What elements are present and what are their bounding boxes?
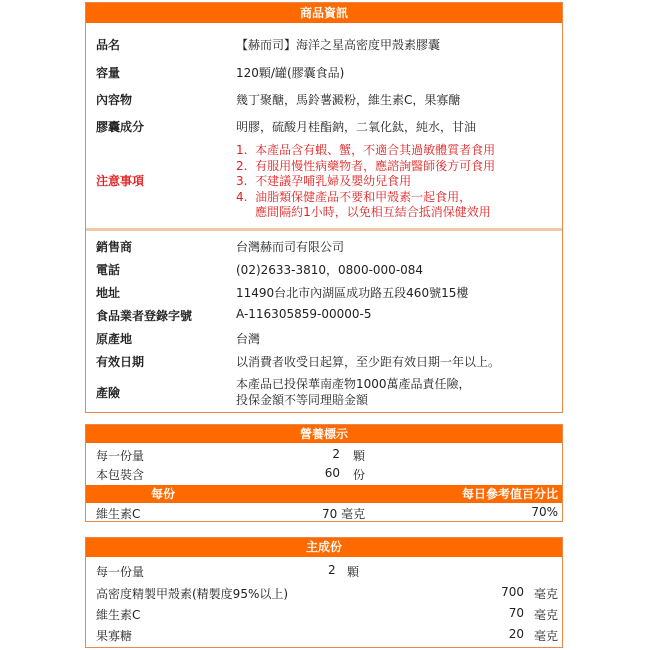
col-daily-value: 每日參考值百分比 [461, 487, 558, 501]
nutrition-column-header [86, 485, 562, 503]
info-label: 容量 [96, 66, 121, 80]
product-info-panel [85, 2, 563, 413]
ingredient-unit: 毫克 [533, 608, 558, 622]
servings-per-pack-label: 本包裝含 [96, 468, 145, 482]
nutrient-name: 維生素C [96, 507, 141, 521]
nutrition-panel [85, 424, 563, 522]
info-label: 品名 [96, 38, 121, 52]
warning-item: 4. 油脂類保健產品不要和甲殼素一起食用， [236, 189, 472, 204]
ingredient-unit: 毫克 [533, 629, 558, 643]
section-divider [86, 228, 562, 231]
info-value: 【赫而司】海洋之星高密度甲殼素膠囊 [236, 38, 441, 52]
info-label: 食品業者登錄字號 [96, 309, 193, 323]
info-value: 幾丁聚醣，馬鈴薯澱粉，維生素C，果寡醣 [236, 93, 461, 107]
ingredient-amount: 70 [508, 606, 524, 620]
ingredient-serving-unit: 顆 [347, 565, 360, 579]
ingredients-panel [85, 537, 563, 648]
info-label: 地址 [96, 286, 121, 300]
info-row-warnings [86, 143, 562, 223]
info-label: 內容物 [96, 93, 133, 107]
insurance-label: 產險 [96, 386, 121, 400]
info-label: 有效日期 [96, 355, 145, 369]
servings-per-pack-value: 60 [324, 466, 340, 480]
info-label: 電話 [96, 263, 121, 277]
product-info-title: 商品資訊 [86, 3, 562, 23]
ingredient-amount: 20 [508, 627, 524, 641]
warning-item: 2. 有服用慢性病藥物者，應諮詢醫師後方可食用 [236, 158, 496, 173]
info-value: 120顆/罐(膠囊食品) [236, 66, 345, 80]
ingredient-name: 果寡糖 [96, 629, 133, 643]
nutrition-title: 營養標示 [86, 425, 562, 443]
ingredient-serving-value: 2 [328, 563, 336, 577]
ingredient-unit: 毫克 [533, 587, 558, 601]
serving-value: 2 [332, 447, 340, 461]
warning-item: 應間隔約1小時，以免相互結合抵消保健效用 [236, 205, 491, 219]
info-value: (02)2633-3810，0800-000-084 [236, 263, 424, 277]
info-value: 台灣赫而司有限公司 [236, 240, 345, 254]
info-value: 明膠，硫酸月桂酯鈉，二氧化鈦，純水，甘油 [236, 120, 477, 134]
servings-per-pack-unit: 份 [353, 468, 366, 482]
warning-item: 1. 本產品含有蝦、蟹，不適合其過敏體質者食用 [236, 143, 496, 157]
warning-item: 3. 不建議孕哺乳婦及嬰幼兒食用 [236, 174, 412, 188]
info-value: 以消費者收受日起算，至少距有效日期一年以上。 [236, 355, 501, 369]
serving-unit: 顆 [353, 449, 366, 463]
nutrient-amount: 70 毫克 [322, 507, 366, 521]
ingredient-amount: 700 [501, 585, 524, 599]
insurance-line: 本產品已投保華南產物1000萬產品責任險， [236, 377, 471, 391]
info-value: 台灣 [236, 332, 261, 346]
info-label: 銷售商 [96, 240, 133, 254]
serving-label: 每一份量 [96, 449, 145, 463]
insurance-value [236, 376, 471, 408]
nutrient-daily: 70% [531, 505, 558, 519]
warnings-label: 注意事項 [96, 174, 145, 188]
warnings-list [236, 143, 495, 221]
info-value: A-116305859-00000-5 [236, 307, 372, 321]
ingredient-serving-label: 每一份量 [96, 565, 145, 579]
info-label: 原產地 [96, 332, 133, 346]
info-label: 膠囊成分 [96, 120, 145, 134]
col-per-serving: 每份 [151, 487, 176, 501]
ingredient-name: 維生素C [96, 608, 141, 622]
insurance-line: 投保金額不等同理賠金額 [236, 393, 369, 407]
ingredient-name: 高密度精製甲殼素(精製度95%以上) [96, 587, 289, 601]
ingredients-title: 主成份 [86, 538, 562, 557]
info-value: 11490台北市內湖區成功路五段460號15樓 [236, 286, 469, 300]
